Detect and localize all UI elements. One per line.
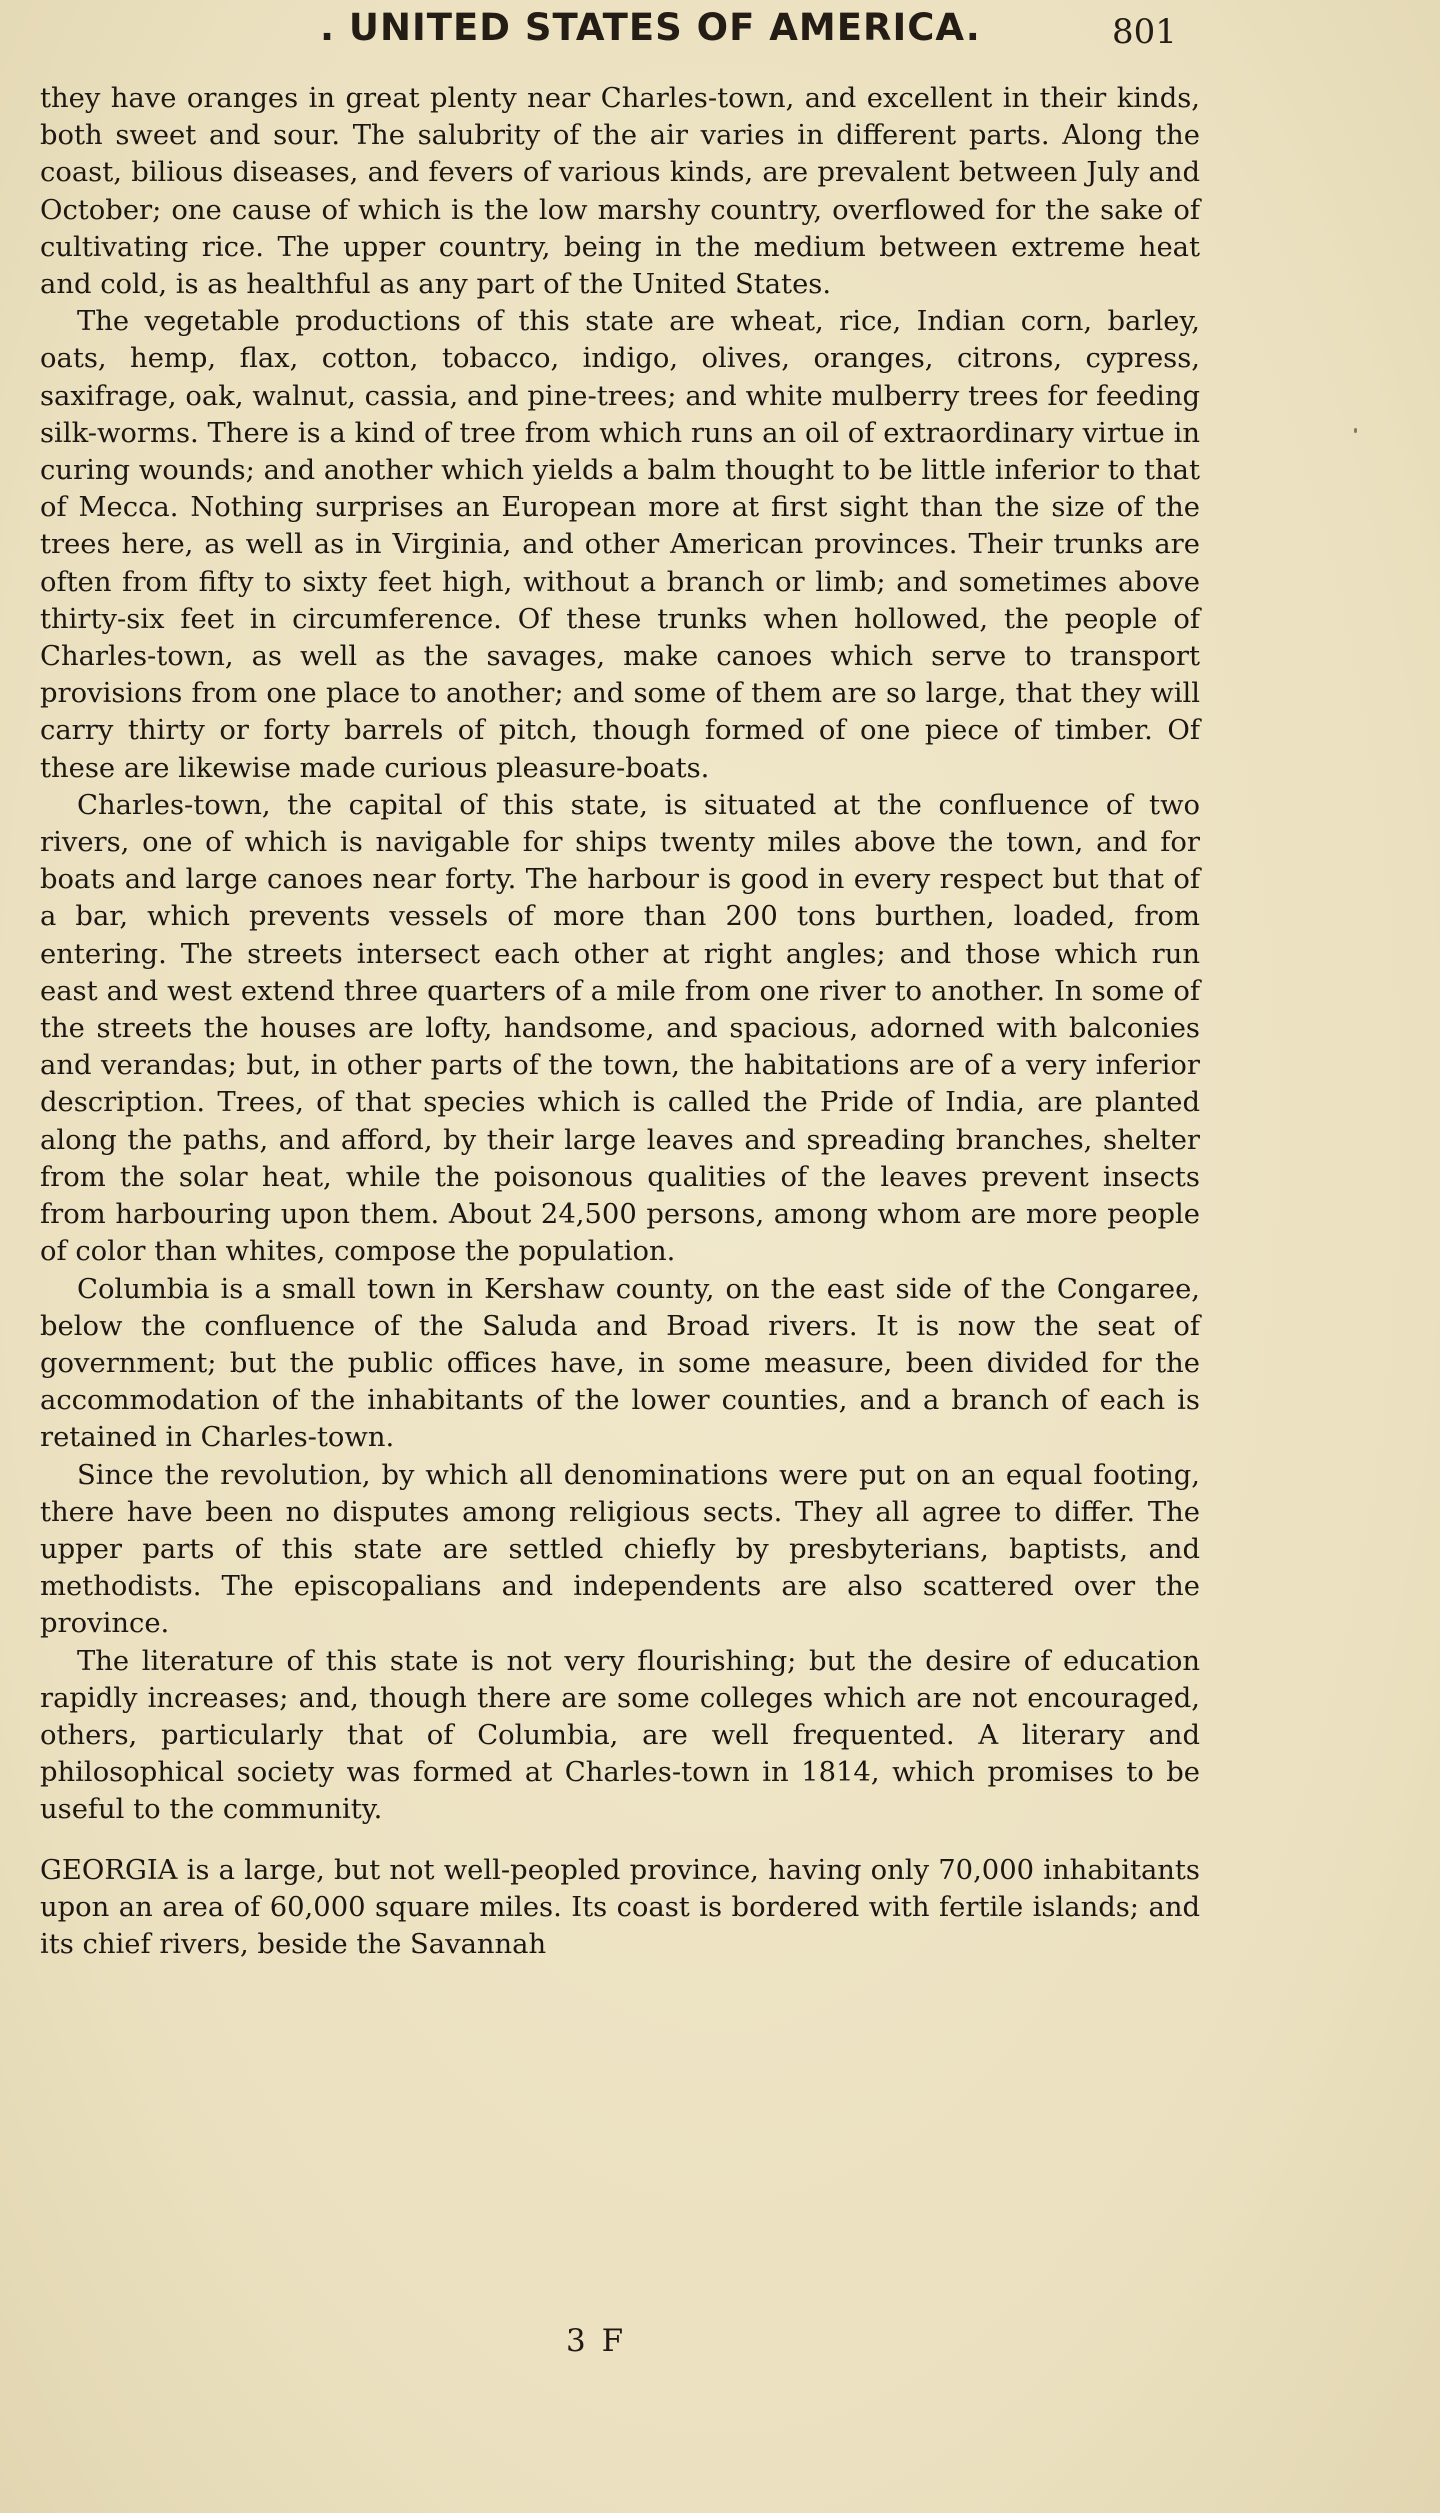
body-text: [40, 80, 1200, 1963]
paragraph-columbia: Columbia is a small town in Kershaw county, on the east side of the Congaree, below the confluence of the Saluda and Broad rivers. It is now the seat of government; but the public offices have, in some measure, been divided for the accommodation of the inhabitants of the lower counties, and a branch of each is retained in Charles-town.: [40, 1273, 1200, 1454]
paragraph-vegetable-productions: The vegetable productions of this state are wheat, rice, Indian corn, barley, oats, hemp, flax, cotton, tobacco, indigo, olives, oranges, citrons, cypress, saxifrage, oak, walnut, cassia, and pine-trees; and white mulberry trees for feeding silk-worms. There is a kind of tree from which runs an oil of extraordinary virtue in curing wounds; and another which yields a balm thought to be little inferior to that of Mecca. Nothing surprises an European more at first sight than the size of the trees here, as well as in Virginia, and other American provinces. Their trunks are often from fifty to sixty feet high, without a branch or limb; and sometimes above thirty-six feet in circumference. Of these trunks when hollowed, the people of Charles-town, as well as the savages, make canoes which serve to transport provisions from one place to another; and some of them are so large, that they will carry thirty or forty barrels of pitch, though formed of one piece of timber. Of these are likewise made curious pleasure-boats.: [40, 306, 1200, 784]
page-number: 801: [1112, 12, 1177, 52]
paper-speck-decoration: [1354, 428, 1357, 433]
signature-mark: 3 F: [566, 2323, 627, 2359]
page-header: [0, 6, 1440, 66]
paragraph-religion: Since the revolution, by which all denominations were put on an equal footing, there have been no disputes among religious sects. They all agree to differ. The upper parts of this state are settled chiefly by presbyterians, baptists, and methodists. The episcopalians and independents are also scattered over the province.: [40, 1459, 1200, 1640]
paragraph-charles-town: Charles-town, the capital of this state, is situated at the confluence of two rivers, one of which is navigable for ships twenty miles above the town, and for boats and large canoes near forty. The harbour is good in every respect but that of a bar, which prevents vessels of more than 200 tons burthen, loaded, from entering. The streets intersect each other at right angles; and those which run east and west extend three quarters of a mile from one river to another. In some of the streets the houses are lofty, handsome, and spacious, adorned with balconies and verandas; but, in other parts of the town, the habitations are of a very inferior description. Trees, of that species which is called the Pride of India, are planted along the paths, and afford, by their large leaves and spreading branches, shelter from the solar heat, while the poisonous qualities of the leaves prevent insects from harbouring upon them. About 24,500 persons, among whom are more people of color than whites, compose the population.: [40, 789, 1200, 1268]
paragraph-literature: The literature of this state is not very flourishing; but the desire of education rapidly increases; and, though there are some colleges which are not encouraged, others, particularly that of Columbia, are well frequented. A literary and philosophical society was formed at Charles-town in 1814, which promises to be useful to the community.: [40, 1645, 1200, 1826]
paragraph-climate: they have oranges in great plenty near Charles-town, and excellent in their kinds, both sweet and sour. The salubrity of the air varies in different parts. Along the coast, bilious diseases, and fevers of various kinds, are prevalent between July and October; one cause of which is the low marshy country, overflowed for the sake of cultivating rice. The upper country, being in the medium between extreme heat and cold, is as healthful as any part of the United States.: [40, 83, 1200, 301]
running-head-title: . UNITED STATES OF AMERICA.: [320, 6, 981, 49]
paragraph-georgia: GEORGIA is a large, but not well-peopled province, having only 70,000 inhabitants upon an area of 60,000 square miles. Its coast is bordered with fertile islands; and its chief rivers, beside the Savannah: [40, 1854, 1200, 1960]
